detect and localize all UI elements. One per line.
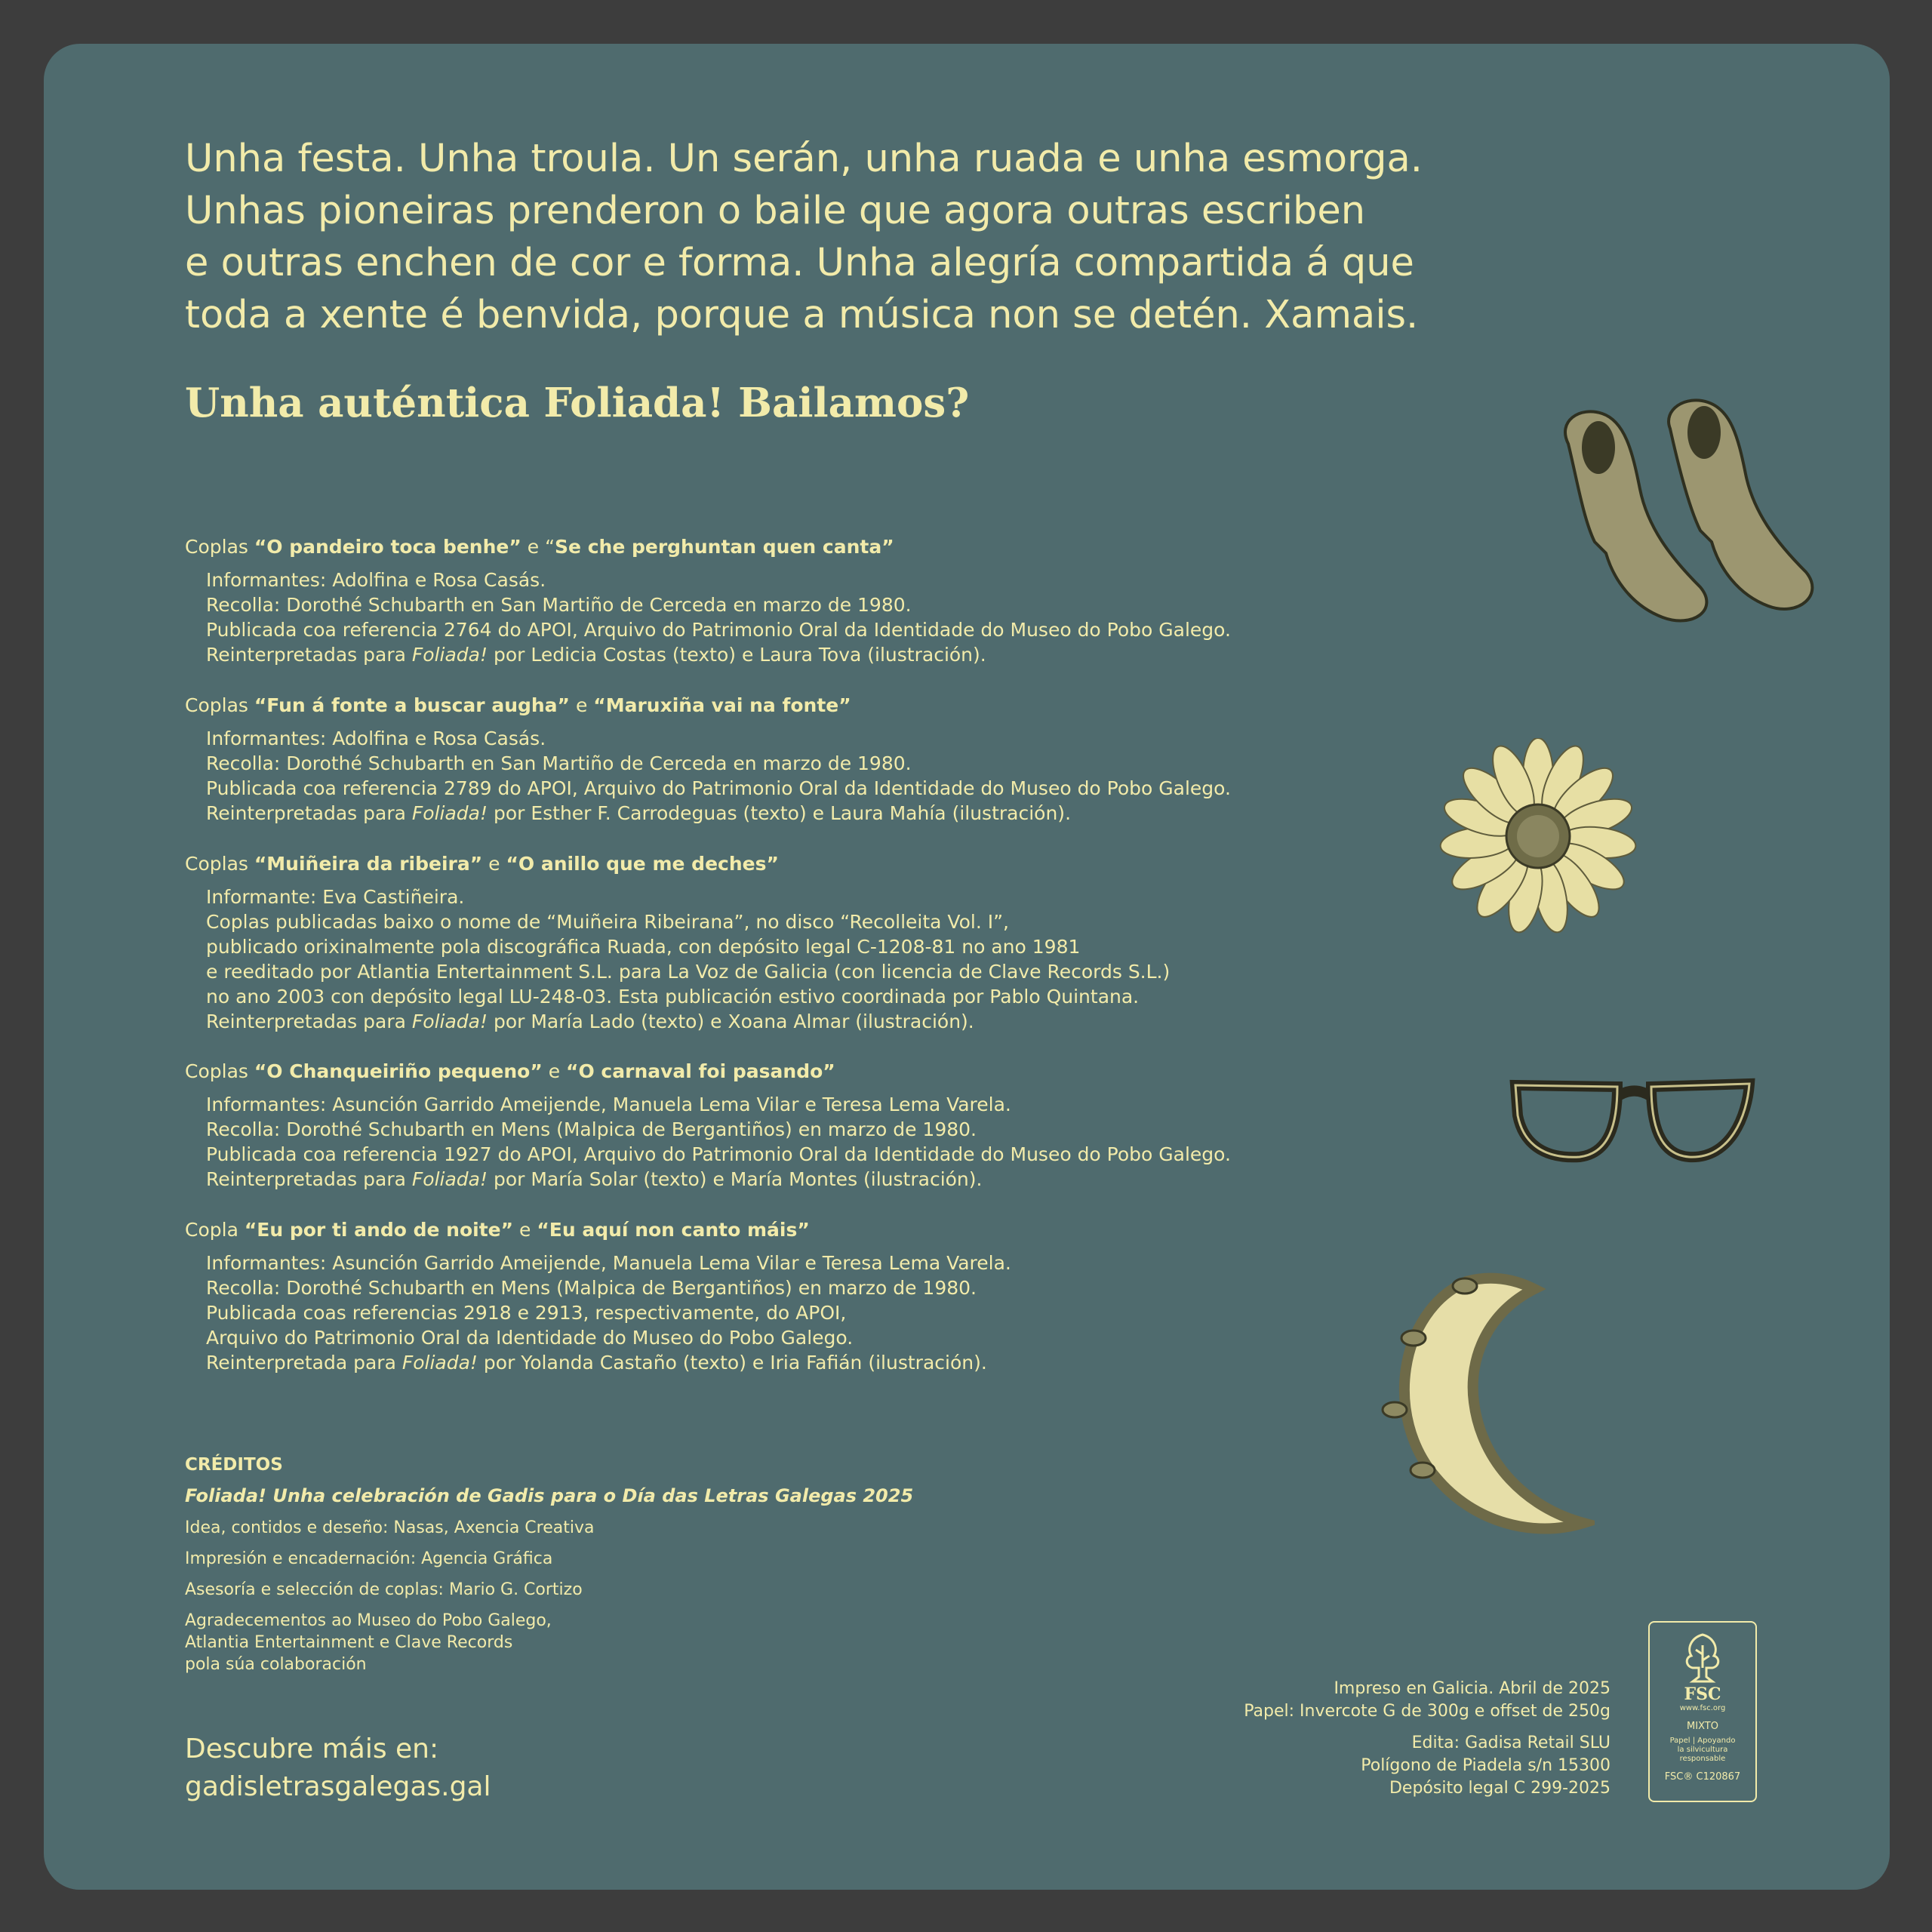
copla-title-2: “O anillo que me deches” <box>506 853 779 875</box>
reint-pre: Reinterpretadas para <box>206 802 412 824</box>
copla-title <box>185 534 1468 560</box>
copla-reinterpretation <box>206 1009 1468 1034</box>
copla-prefix: Copla <box>185 1219 245 1241</box>
reint-post: por Yolanda Castaño (texto) e Iria Fafián (ilustración). <box>477 1352 987 1374</box>
reint-title: Foliada! <box>411 802 488 824</box>
copla-line: Publicada coas referencias 2918 e 2913, respectivamente, do APOI, <box>206 1302 847 1324</box>
copla-line: Informantes: Asunción Garrido Ameijende, Manuela Lema Vilar e Teresa Lema Varela. <box>206 1094 1011 1115</box>
copla-line: Coplas publicadas baixo o nome de “Muiñeira Ribeirana”, no disco “Recolleita Vol. I”, <box>206 911 1009 933</box>
copla-title <box>185 693 1468 718</box>
copla-details <box>185 568 1468 667</box>
copla-reinterpretation <box>206 1167 1468 1192</box>
imprint-paper: Papel: Invercote G de 300g e offset de 250g <box>1244 1702 1611 1721</box>
copla-title-2: Se che perghuntan quen canta” <box>555 536 894 558</box>
ack-line: pola súa colaboración <box>185 1655 367 1674</box>
copla-title-2: “O carnaval foi pasando” <box>566 1060 835 1082</box>
fsc-tree-icon <box>1676 1630 1729 1684</box>
copla-title-1: “Muiñeira da ribeira” <box>254 853 483 875</box>
copla-join: e <box>570 694 594 716</box>
fsc-claim: Papel | Apoyando <box>1669 1737 1736 1745</box>
copla-title-1: “O Chanqueiriño pequeno” <box>254 1060 543 1082</box>
ack-line: Atlantia Entertainment e Clave Records <box>185 1633 513 1652</box>
copla-join: e “ <box>521 536 555 558</box>
reint-title: Foliada! <box>401 1352 478 1374</box>
reint-pre: Reinterpretadas para <box>206 644 412 666</box>
discover-label: Descubre máis en: <box>185 1734 439 1764</box>
discover-more <box>185 1730 491 1806</box>
copla-line: publicado orixinalmente pola discográfica Ruada, con depósito legal C-1208-81 no ano 1981 <box>206 936 1081 958</box>
credits-acknowledgements <box>185 1610 940 1675</box>
fsc-claim: la silvicultura <box>1677 1746 1728 1754</box>
headline: Unha auténtica Foliada! Bailamos? <box>185 380 970 426</box>
copla-entry <box>185 851 1468 1034</box>
copla-entry <box>185 693 1468 826</box>
reint-title: Foliada! <box>411 1168 488 1190</box>
copla-title-1: “O pandeiro toca benhe” <box>254 536 521 558</box>
credits-project: Foliada! Unha celebración de Gadis para o Día das Letras Galegas 2025 <box>185 1485 914 1506</box>
copla-details <box>185 726 1468 826</box>
copla-join: e <box>513 1219 537 1241</box>
fsc-name: FSC <box>1684 1684 1721 1704</box>
reint-post: por María Lado (texto) e Xoana Almar (ilustración). <box>488 1011 974 1032</box>
website-link[interactable]: gadisletrasgalegas.gal <box>185 1771 491 1802</box>
imprint-address: Polígono de Piadela s/n 15300 <box>1361 1756 1611 1775</box>
copla-title-2: “Eu aquí non canto máis” <box>537 1219 810 1241</box>
reint-post: por Esther F. Carrodeguas (texto) e Laura Mahía (ilustración). <box>488 802 1072 824</box>
reint-title: Foliada! <box>411 1011 488 1032</box>
back-cover-panel <box>44 44 1890 1890</box>
copla-reinterpretation <box>206 1350 1468 1375</box>
intro-paragraph <box>185 133 1619 341</box>
copla-entry <box>185 1217 1468 1375</box>
copla-line: Arquivo do Patrimonio Oral da Identidade do Museo do Pobo Galego. <box>206 1327 854 1349</box>
credits-idea: Idea, contidos e deseño: Nasas, Axencia Creativa <box>185 1518 595 1537</box>
imprint-legal: Depósito legal C 299-2025 <box>1389 1779 1611 1798</box>
copla-join: e <box>482 853 506 875</box>
reint-post: por María Solar (texto) e María Montes (ilustración). <box>488 1168 983 1190</box>
reint-post: por Ledicia Costas (texto) e Laura Tova (ilustración). <box>488 644 986 666</box>
copla-line: Publicada coa referencia 1927 do APOI, Arquivo do Patrimonio Oral da Identidade do Museo do Pobo Galego. <box>206 1143 1231 1165</box>
copla-prefix: Coplas <box>185 1060 254 1082</box>
copla-line: Publicada coa referencia 2789 do APOI, Arquivo do Patrimonio Oral da Identidade do Museo do Pobo Galego. <box>206 777 1231 799</box>
credits-print: Impresión e encadernación: Agencia Gráfica <box>185 1549 553 1568</box>
copla-title-2: “Maruxiña vai na fonte” <box>593 694 851 716</box>
copla-line: no ano 2003 con depósito legal LU-248-03. Esta publicación estivo coordinada por Pablo Quintana. <box>206 986 1140 1008</box>
tambourine-moon-illustration <box>1353 1266 1595 1546</box>
copla-line: e reeditado por Atlantia Entertainment S.L. para La Voz de Galicia (con licencia de Clave Records S.L.) <box>206 961 1171 983</box>
copla-title <box>185 1217 1468 1243</box>
copla-title <box>185 1059 1468 1084</box>
reint-pre: Reinterpretadas para <box>206 1011 412 1032</box>
imprint-printed: Impreso en Galicia. Abril de 2025 <box>1334 1679 1611 1698</box>
copla-details <box>185 1092 1468 1192</box>
reint-title: Foliada! <box>411 644 488 666</box>
copla-line: Recolla: Dorothé Schubarth en San Martiño de Cerceda en marzo de 1980. <box>206 594 912 616</box>
copla-line: Informantes: Adolfina e Rosa Casás. <box>206 728 546 749</box>
ack-line: Agradecementos ao Museo do Pobo Galego, <box>185 1611 552 1630</box>
fsc-claim: responsable <box>1679 1755 1726 1763</box>
copla-prefix: Coplas <box>185 853 254 875</box>
intro-line: e outras enchen de cor e forma. Unha alegría compartida á que <box>185 241 1414 285</box>
copla-details <box>185 884 1468 1034</box>
copla-line: Recolla: Dorothé Schubarth en Mens (Malpica de Bergantiños) en marzo de 1980. <box>206 1118 977 1140</box>
glasses-illustration <box>1504 1070 1761 1176</box>
credits-heading: CRÉDITOS <box>185 1455 283 1475</box>
imprint-publisher: Edita: Gadisa Retail SLU <box>1411 1734 1611 1752</box>
fsc-site: www.fsc.org <box>1679 1704 1726 1712</box>
reint-pre: Reinterpretadas para <box>206 1168 412 1190</box>
copla-reinterpretation <box>206 801 1468 826</box>
copla-reinterpretation <box>206 642 1468 667</box>
copla-line: Informante: Eva Castiñeira. <box>206 886 465 908</box>
fsc-label <box>1648 1621 1757 1802</box>
imprint <box>1244 1678 1611 1800</box>
copla-line: Informantes: Adolfina e Rosa Casás. <box>206 569 546 591</box>
copla-line: Publicada coa referencia 2764 do APOI, Arquivo do Patrimonio Oral da Identidade do Museo do Pobo Galego. <box>206 619 1231 641</box>
daisy-illustration <box>1432 738 1644 934</box>
credits-advice: Asesoría e selección de coplas: Mario G. Cortizo <box>185 1580 583 1599</box>
fsc-category: MIXTO <box>1687 1721 1718 1732</box>
copla-entry <box>185 1059 1468 1192</box>
copla-join: e <box>542 1060 567 1082</box>
copla-title-1: “Eu por ti ando de noite” <box>244 1219 514 1241</box>
credits <box>185 1455 940 1675</box>
shoes-illustration <box>1542 391 1829 640</box>
intro-line: Unhas pioneiras prenderon o baile que agora outras escriben <box>185 189 1366 233</box>
copla-title <box>185 851 1468 877</box>
reint-pre: Reinterpretada para <box>206 1352 402 1374</box>
copla-line: Recolla: Dorothé Schubarth en Mens (Malpica de Bergantiños) en marzo de 1980. <box>206 1277 977 1299</box>
copla-prefix: Coplas <box>185 694 254 716</box>
fsc-code: FSC® C120867 <box>1664 1771 1741 1783</box>
copla-prefix: Coplas <box>185 536 254 558</box>
copla-line: Recolla: Dorothé Schubarth en San Martiño de Cerceda en marzo de 1980. <box>206 752 912 774</box>
intro-line: toda a xente é benvida, porque a música non se detén. Xamais. <box>185 293 1419 337</box>
intro-line: Unha festa. Unha troula. Un serán, unha ruada e unha esmorga. <box>185 137 1423 181</box>
copla-title-1: “Fun á fonte a buscar augha” <box>254 694 570 716</box>
copla-details <box>185 1251 1468 1375</box>
copla-entry <box>185 534 1468 667</box>
copla-line: Informantes: Asunción Garrido Ameijende, Manuela Lema Vilar e Teresa Lema Varela. <box>206 1252 1011 1274</box>
